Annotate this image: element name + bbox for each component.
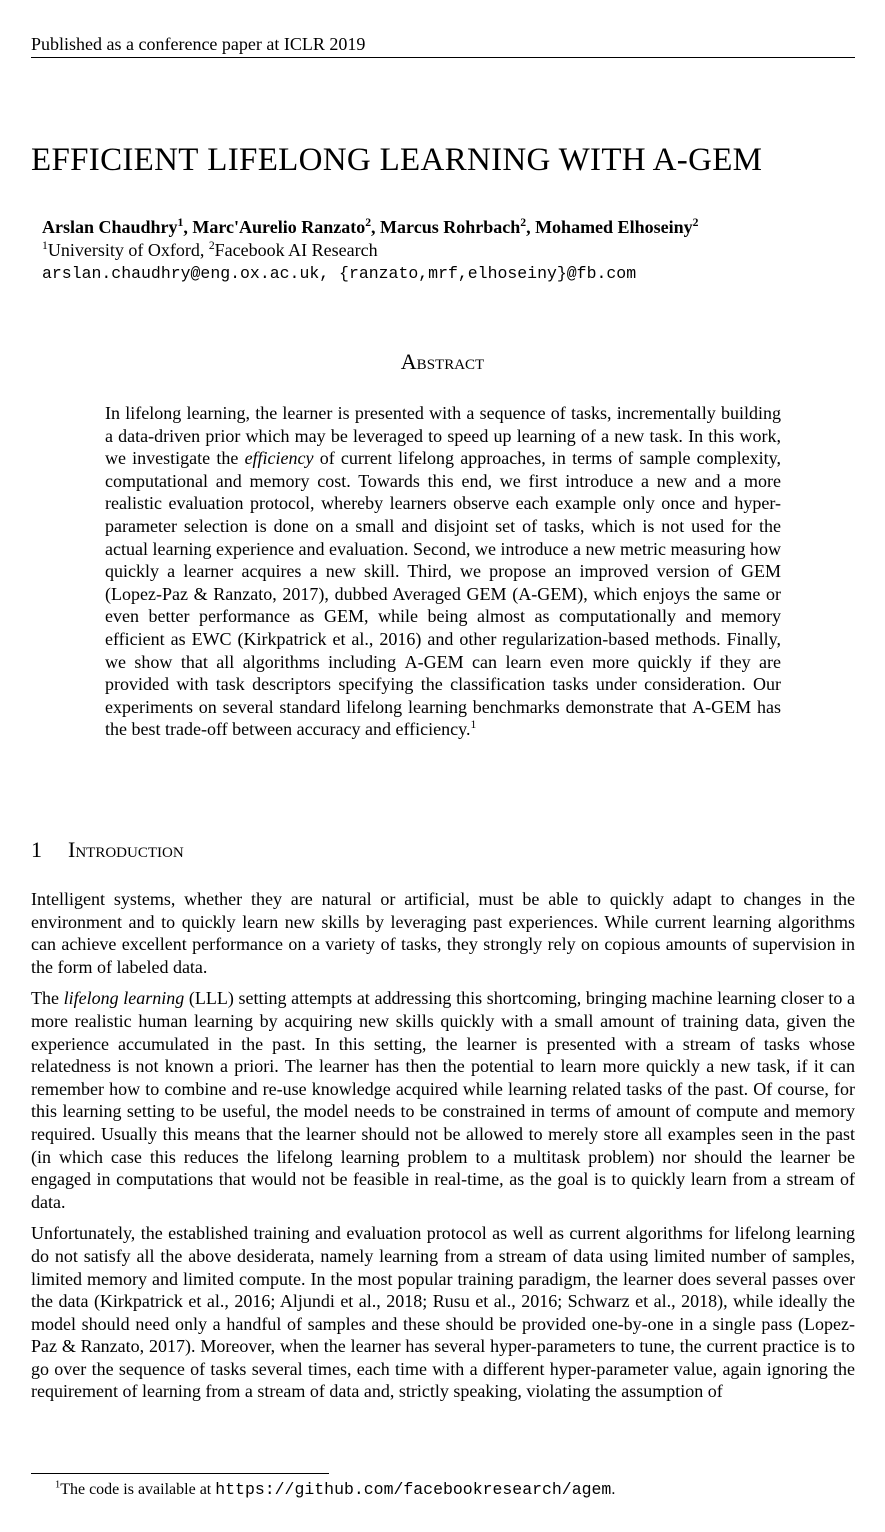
footnote-rule [31,1473,329,1474]
paragraph: The lifelong learning (LLL) setting attempts at addressing this shortcoming, bringing machine learning closer to a more realistic human learning by acquiring new skills quickly with a small amount of training data, given the experience accumulated in the past. In this setting, the learner is presented with a stream of tasks whose relatedness is not known a priori. The learner has then the potential to learn more quickly a new task, if it can remember how to combine and re-use knowledge acquired while learning related tasks of the past. Of course, for this learning setting to be useful, the model needs to be constrained in terms of amount of compute and memory required. Usually this means that the learner should not be allowed to merely store all examples seen in the past (in which case this reduces the lifelong learning problem to a multitask problem) nor should the learner be engaged in computations that would not be feasible in real-time, as the goal is to quickly learn from a stream of data. [31,988,856,1212]
section-body [31,888,855,1412]
author-names: Arslan Chaudhry$^1$, Marc'Aurelio Ranzato$^2$, Marcus Rohrbach$^2$, Mohamed Elhoseiny$^2$ [42,216,699,237]
footnote: $^1$The code is available at https://github.com/facebookresearch/agem. [55,1479,616,1499]
running-header: Published as a conference paper at ICLR 2019 [31,33,855,58]
abstract-text: In lifelong learning, the learner is presented with a sequence of tasks, incrementally building a data-driven prior which may be leveraged to speed up learning of a new task. In this work, we investigate the efficiency of current lifelong approaches, in terms of sample complexity, computational and memory cost. Towards this end, we first introduce a new and a more realistic evaluation protocol, whereby learners observe each example only once and hyper-parameter selection is done on a small and disjoint set of tasks, which is not used for the actual learning experience and evaluation. Second, we introduce a new metric measuring how quickly a learner acquires a new skill. Third, we propose an improved version of GEM (Lopez-Paz & Ranzato, 2017), dubbed Averaged GEM (A-GEM), which enjoys the same or even better performance as GEM, while being almost as computationally and memory efficient as EWC (Kirkpatrick et al., 2016) and other regularization-based methods. Finally, we show that all algorithms including A-GEM can learn even more quickly if they are provided with task descriptors specifying the classification tasks under consideration. Our experiments on several standard lifelong learning benchmarks demonstrate that A-GEM has the best trade-off between accuracy and efficiency.$^1$ [105,403,782,740]
paragraph: Unfortunately, the established training and evaluation protocol as well as current algorithms for lifelong learning do not satisfy all the above desiderata, namely learning from a stream of data using limited number of samples, limited memory and limited compute. In the most popular training paradigm, the learner does several passes over the data (Kirkpatrick et al., 2016; Aljundi et al., 2018; Rusu et al., 2016; Schwarz et al., 2018), while ideally the model should need only a handful of samples and these should be provided one-by-one in a single pass (Lopez-Paz & Ranzato, 2017). Moreover, when the learner has several hyper-parameters to tune, the current practice is to go over the sequence of tasks several times, each time with a different hyper-parameter value, again ignoring the requirement of learning from a stream of data and, strictly speaking, violating the assumption of [31,1223,855,1402]
section-heading: 1 Introduction [31,837,184,862]
paper-title: EFFICIENT LIFELONG LEARNING WITH A-GEM [31,142,763,178]
paragraph: Intelligent systems, whether they are natural or artificial, must be able to quickly adapt to changes in the environment and to quickly learn new skills by leveraging past experiences. While current learning algorithms can achieve excellent performance on a variety of tasks, they strongly rely on copious amounts of supervision in the form of labeled data. [31,889,855,977]
code-link[interactable]: https://github.com/facebookresearch/agem [215,1480,612,1499]
author-block [42,216,862,285]
affiliations: $^1$University of Oxford, $^2$Facebook AI Research [42,239,378,260]
abstract-heading: Abstract [400,349,485,374]
author-emails: arslan.chaudhry@eng.ox.ac.uk, {ranzato,mrf,elhoseiny}@fb.com [42,264,637,283]
